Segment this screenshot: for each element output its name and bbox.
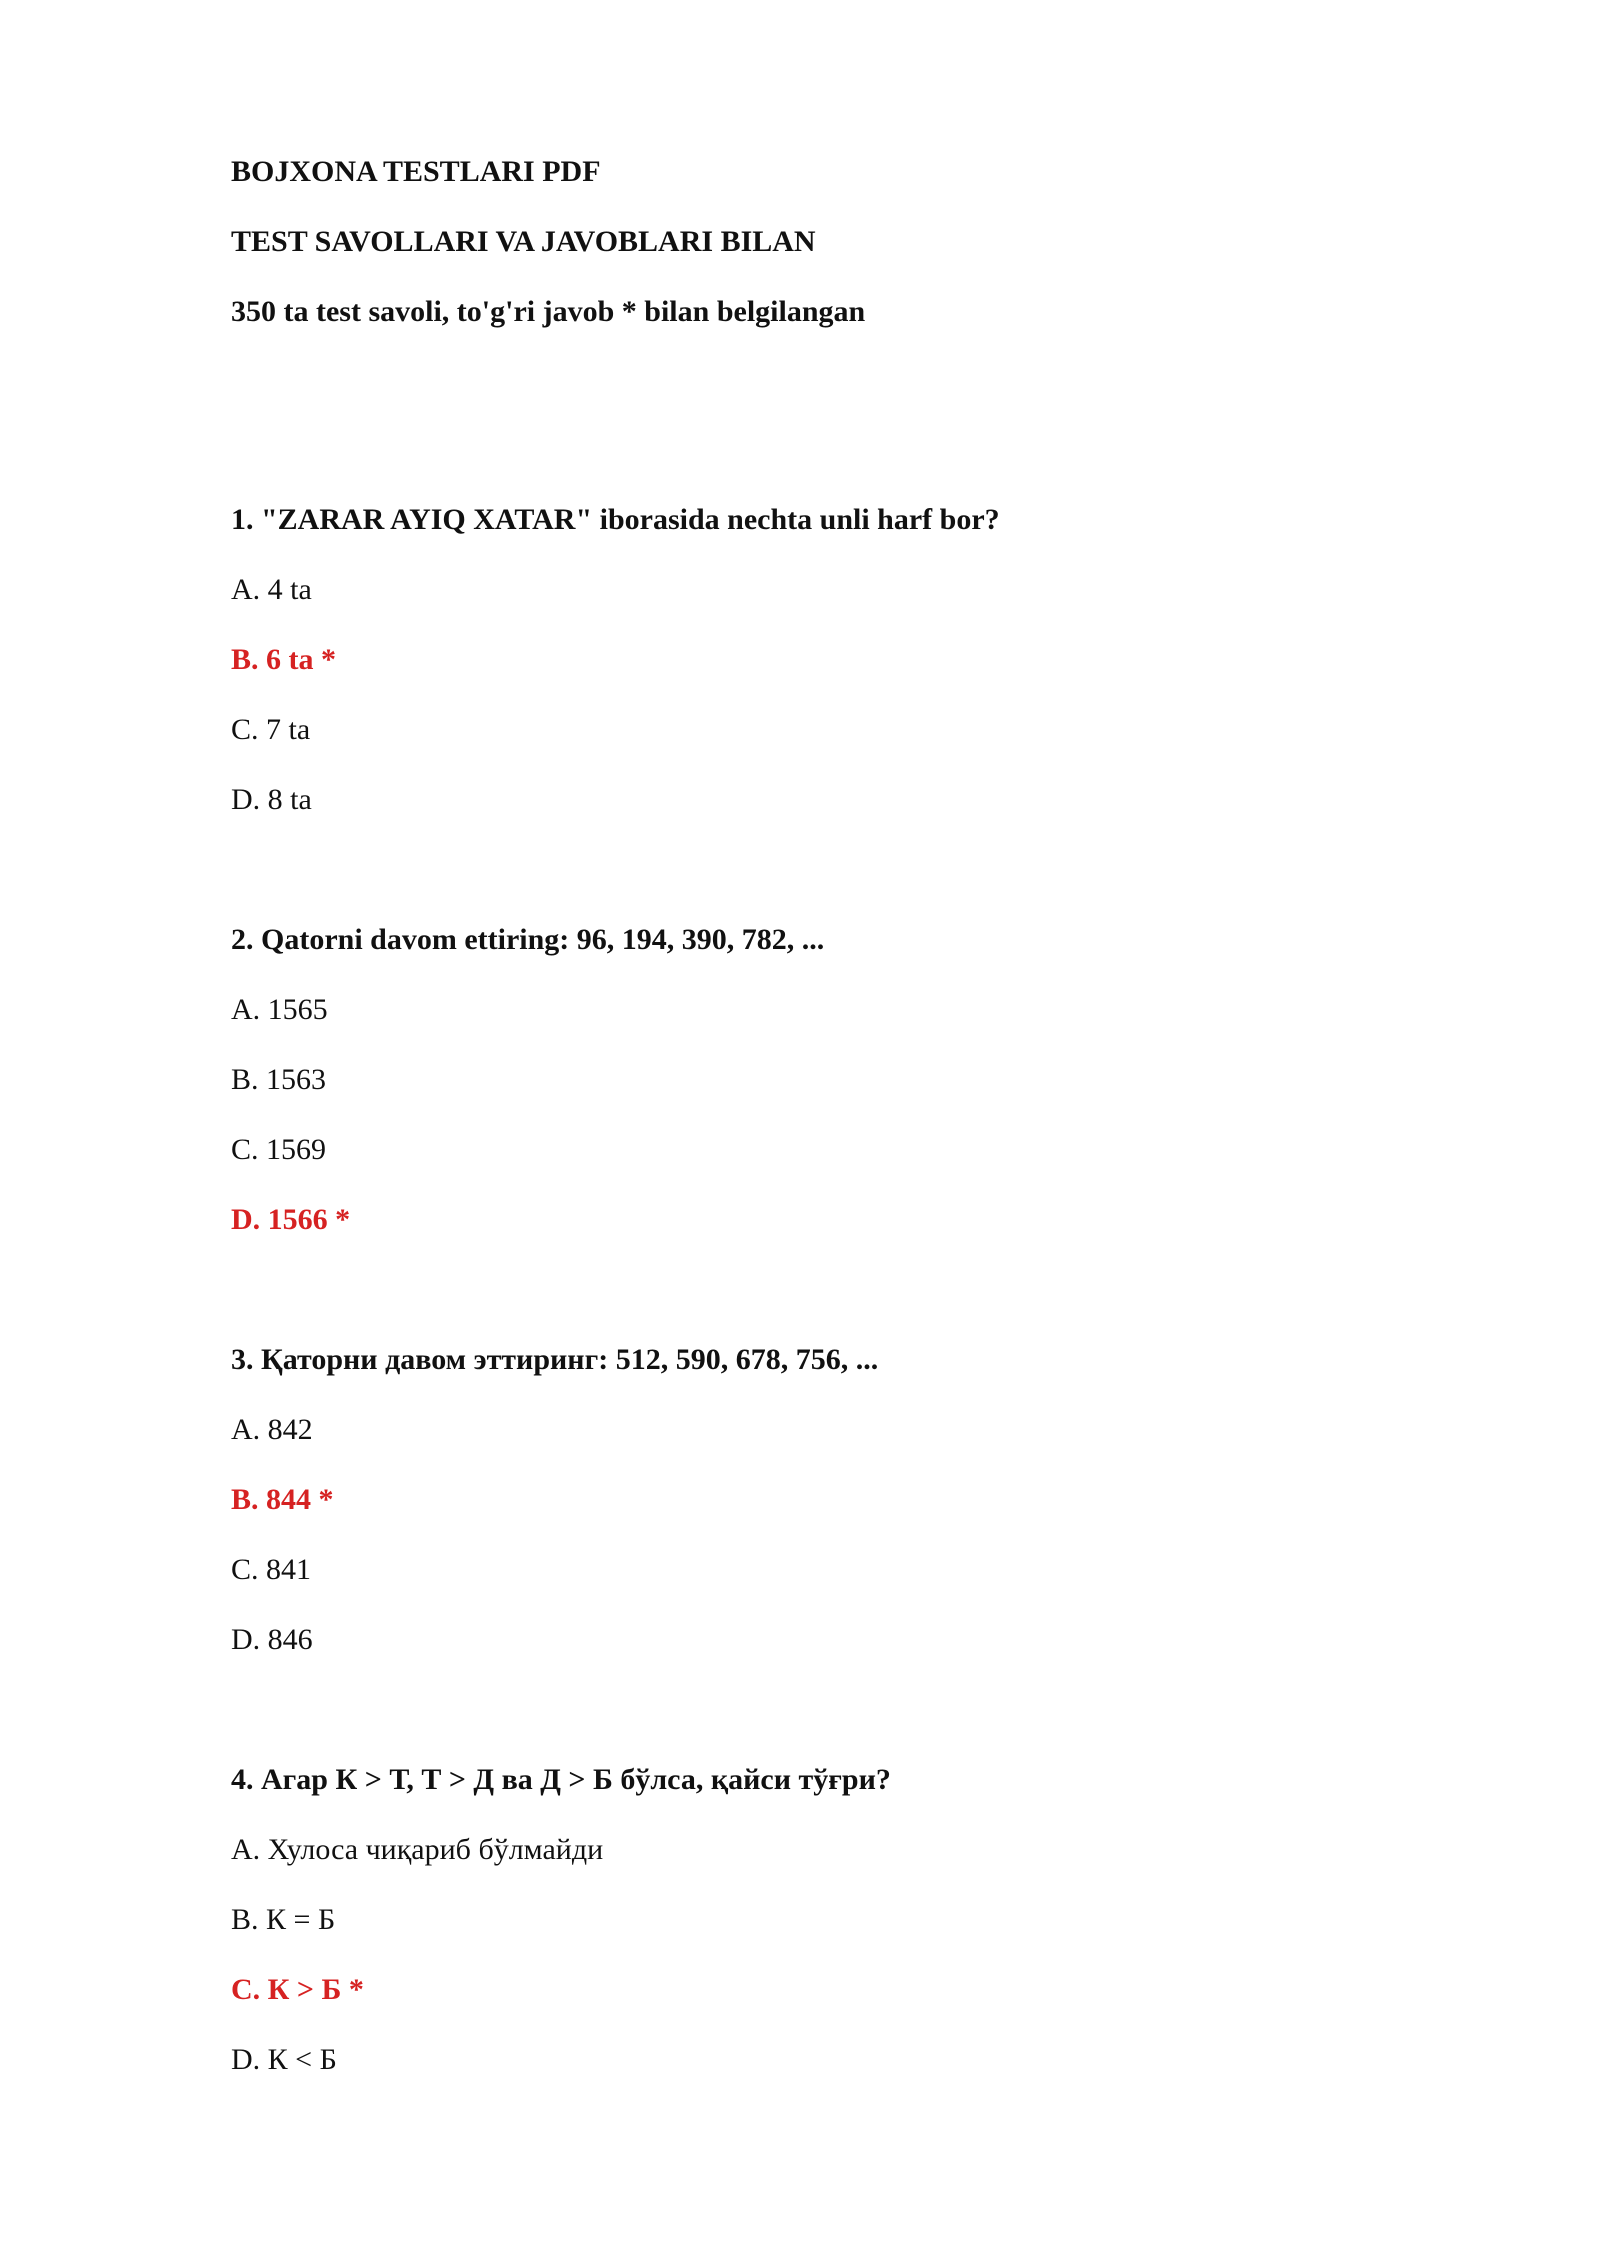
option-a: A. 4 ta bbox=[231, 573, 312, 606]
option-b: B. 1563 bbox=[231, 1063, 327, 1096]
question-3 bbox=[231, 1342, 1431, 1658]
option-d-correct: D. 1566 * bbox=[231, 1203, 351, 1236]
question-1 bbox=[231, 502, 1431, 818]
option-c: C. 841 bbox=[231, 1553, 312, 1586]
option-a: A. Хулоса чиқариб бўлмайди bbox=[231, 1833, 604, 1866]
question-2 bbox=[231, 922, 1431, 1238]
question-text: 4. Агар К > Т, Т > Д ва Д > Б бўлса, қайси тўғри? bbox=[231, 1763, 891, 1796]
option-c-correct: C. К > Б * bbox=[231, 1973, 364, 2006]
question-text: 3. Қаторни давом эттиринг: 512, 590, 678, 756, ... bbox=[231, 1343, 879, 1376]
question-text: 2. Qatorni davom ettiring: 96, 194, 390, 782, ... bbox=[231, 923, 825, 956]
option-b-correct: B. 6 ta * bbox=[231, 643, 336, 676]
document-subtitle: TEST SAVOLLARI VA JAVOBLARI BILAN bbox=[231, 225, 816, 258]
question-4 bbox=[231, 1762, 1431, 2078]
option-a: A. 842 bbox=[231, 1413, 313, 1446]
document-title: BOJXONA TESTLARI PDF bbox=[231, 155, 601, 188]
option-a: A. 1565 bbox=[231, 993, 328, 1026]
option-d: D. К < Б bbox=[231, 2043, 337, 2076]
option-c: C. 7 ta bbox=[231, 713, 311, 746]
option-c: C. 1569 bbox=[231, 1133, 327, 1166]
option-d: D. 8 ta bbox=[231, 783, 312, 816]
option-b-correct: B. 844 * bbox=[231, 1483, 334, 1516]
document-note: 350 ta test savoli, to'g'ri javob * bilan belgilangan bbox=[231, 295, 866, 328]
question-text: 1. "ZARAR AYIQ XATAR" iborasida nechta unli harf bor? bbox=[231, 503, 1000, 536]
option-b: B. К = Б bbox=[231, 1903, 336, 1936]
option-d: D. 846 bbox=[231, 1623, 313, 1656]
